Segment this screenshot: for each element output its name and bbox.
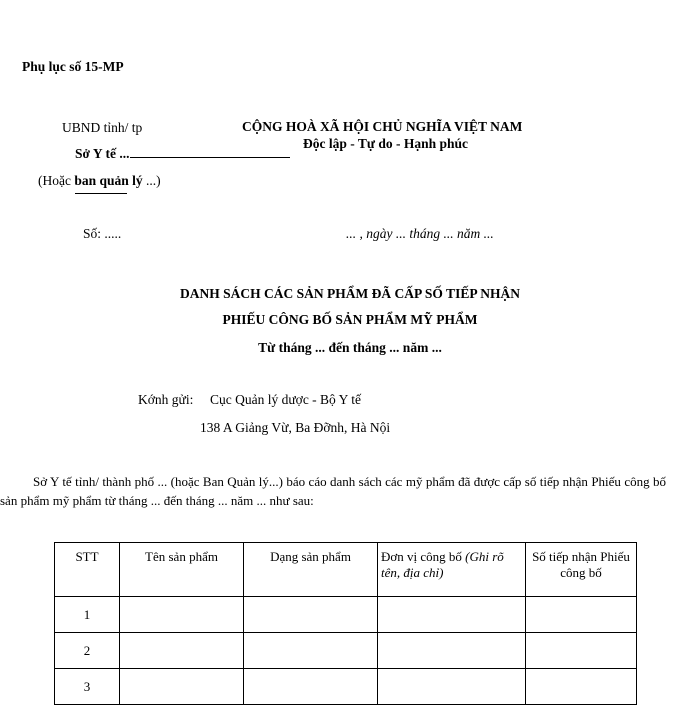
title-line-1: DANH SÁCH CÁC SẢN PHẨM ĐÃ CẤP SỐ TIẾP NHẬN [180, 286, 520, 301]
row-product-name-cell [120, 633, 244, 669]
alt-unit-prefix: (Hoặc [38, 173, 75, 188]
row-declaring-unit-cell [378, 633, 526, 669]
row-product-form-cell [244, 597, 378, 633]
header-declaring-unit [378, 543, 526, 597]
row-product-form-cell [244, 669, 378, 705]
title-line-3: Từ tháng ... đến tháng ... năm ... [258, 340, 442, 355]
row-product-form-cell [244, 633, 378, 669]
header-unit-label: Đơn vị công bố [381, 549, 462, 564]
row-product-name-cell [120, 669, 244, 705]
national-motto: Độc lập - Tự do - Hạnh phúc [303, 136, 469, 151]
alt-unit-bold: ban quản lý [74, 173, 143, 188]
department-name: Sở Y tế ... [75, 146, 130, 161]
date-line: ... , ngày ... tháng ... năm ... [346, 226, 494, 241]
row-receipt-number-cell [526, 633, 637, 669]
table-row [55, 633, 637, 669]
product-table [54, 542, 637, 705]
recipient-name: Cục Quản lý dược - Bộ Y tế [210, 392, 362, 407]
header-stt: STT [55, 543, 120, 597]
authority-name: UBND tỉnh/ tp [62, 120, 143, 135]
alt-unit-suffix: ...) [142, 173, 161, 188]
table-header-row [55, 543, 637, 597]
alt-unit-line [38, 173, 161, 189]
row-declaring-unit-cell [378, 669, 526, 705]
table-row [55, 669, 637, 705]
document-number: Số: ..... [83, 226, 122, 241]
alt-unit-underline [75, 193, 127, 194]
row-stt: 1 [55, 597, 120, 633]
recipient-label: Kớnh gửi: [138, 392, 194, 407]
table-row [55, 597, 637, 633]
appendix-label: Phụ lục số 15-MP [22, 59, 124, 74]
row-receipt-number-cell [526, 597, 637, 633]
row-stt: 2 [55, 633, 120, 669]
header-product-form: Dạng sản phẩm [244, 543, 378, 597]
department-underline [130, 157, 290, 158]
row-stt: 3 [55, 669, 120, 705]
country-name: CỘNG HOÀ XÃ HỘI CHỦ NGHĨA VIỆT NAM [242, 119, 523, 134]
recipient-address: 138 A Giảng Vừ, Ba Đỡnh, Hà Nội [200, 420, 391, 435]
row-declaring-unit-cell [378, 597, 526, 633]
header-receipt-number: Số tiếp nhận Phiếu công bố [526, 543, 637, 597]
report-paragraph: Sở Y tế tỉnh/ thành phố ... (hoặc Ban Quản lý...) báo cáo danh sách các mỹ phẩm đã được cấp số tiếp nhận Phiếu công bố sản phẩm mỹ phẩm từ tháng ... đến tháng ... năm ... như sau: [0, 474, 666, 508]
title-line-2: PHIẾU CÔNG BỐ SẢN PHẨM MỸ PHẨM [222, 312, 478, 327]
row-receipt-number-cell [526, 669, 637, 705]
row-product-name-cell [120, 597, 244, 633]
header-product-name: Tên sản phẩm [120, 543, 244, 597]
header-unit-note: (Ghi rõ tên, địa chỉ) [381, 549, 504, 580]
